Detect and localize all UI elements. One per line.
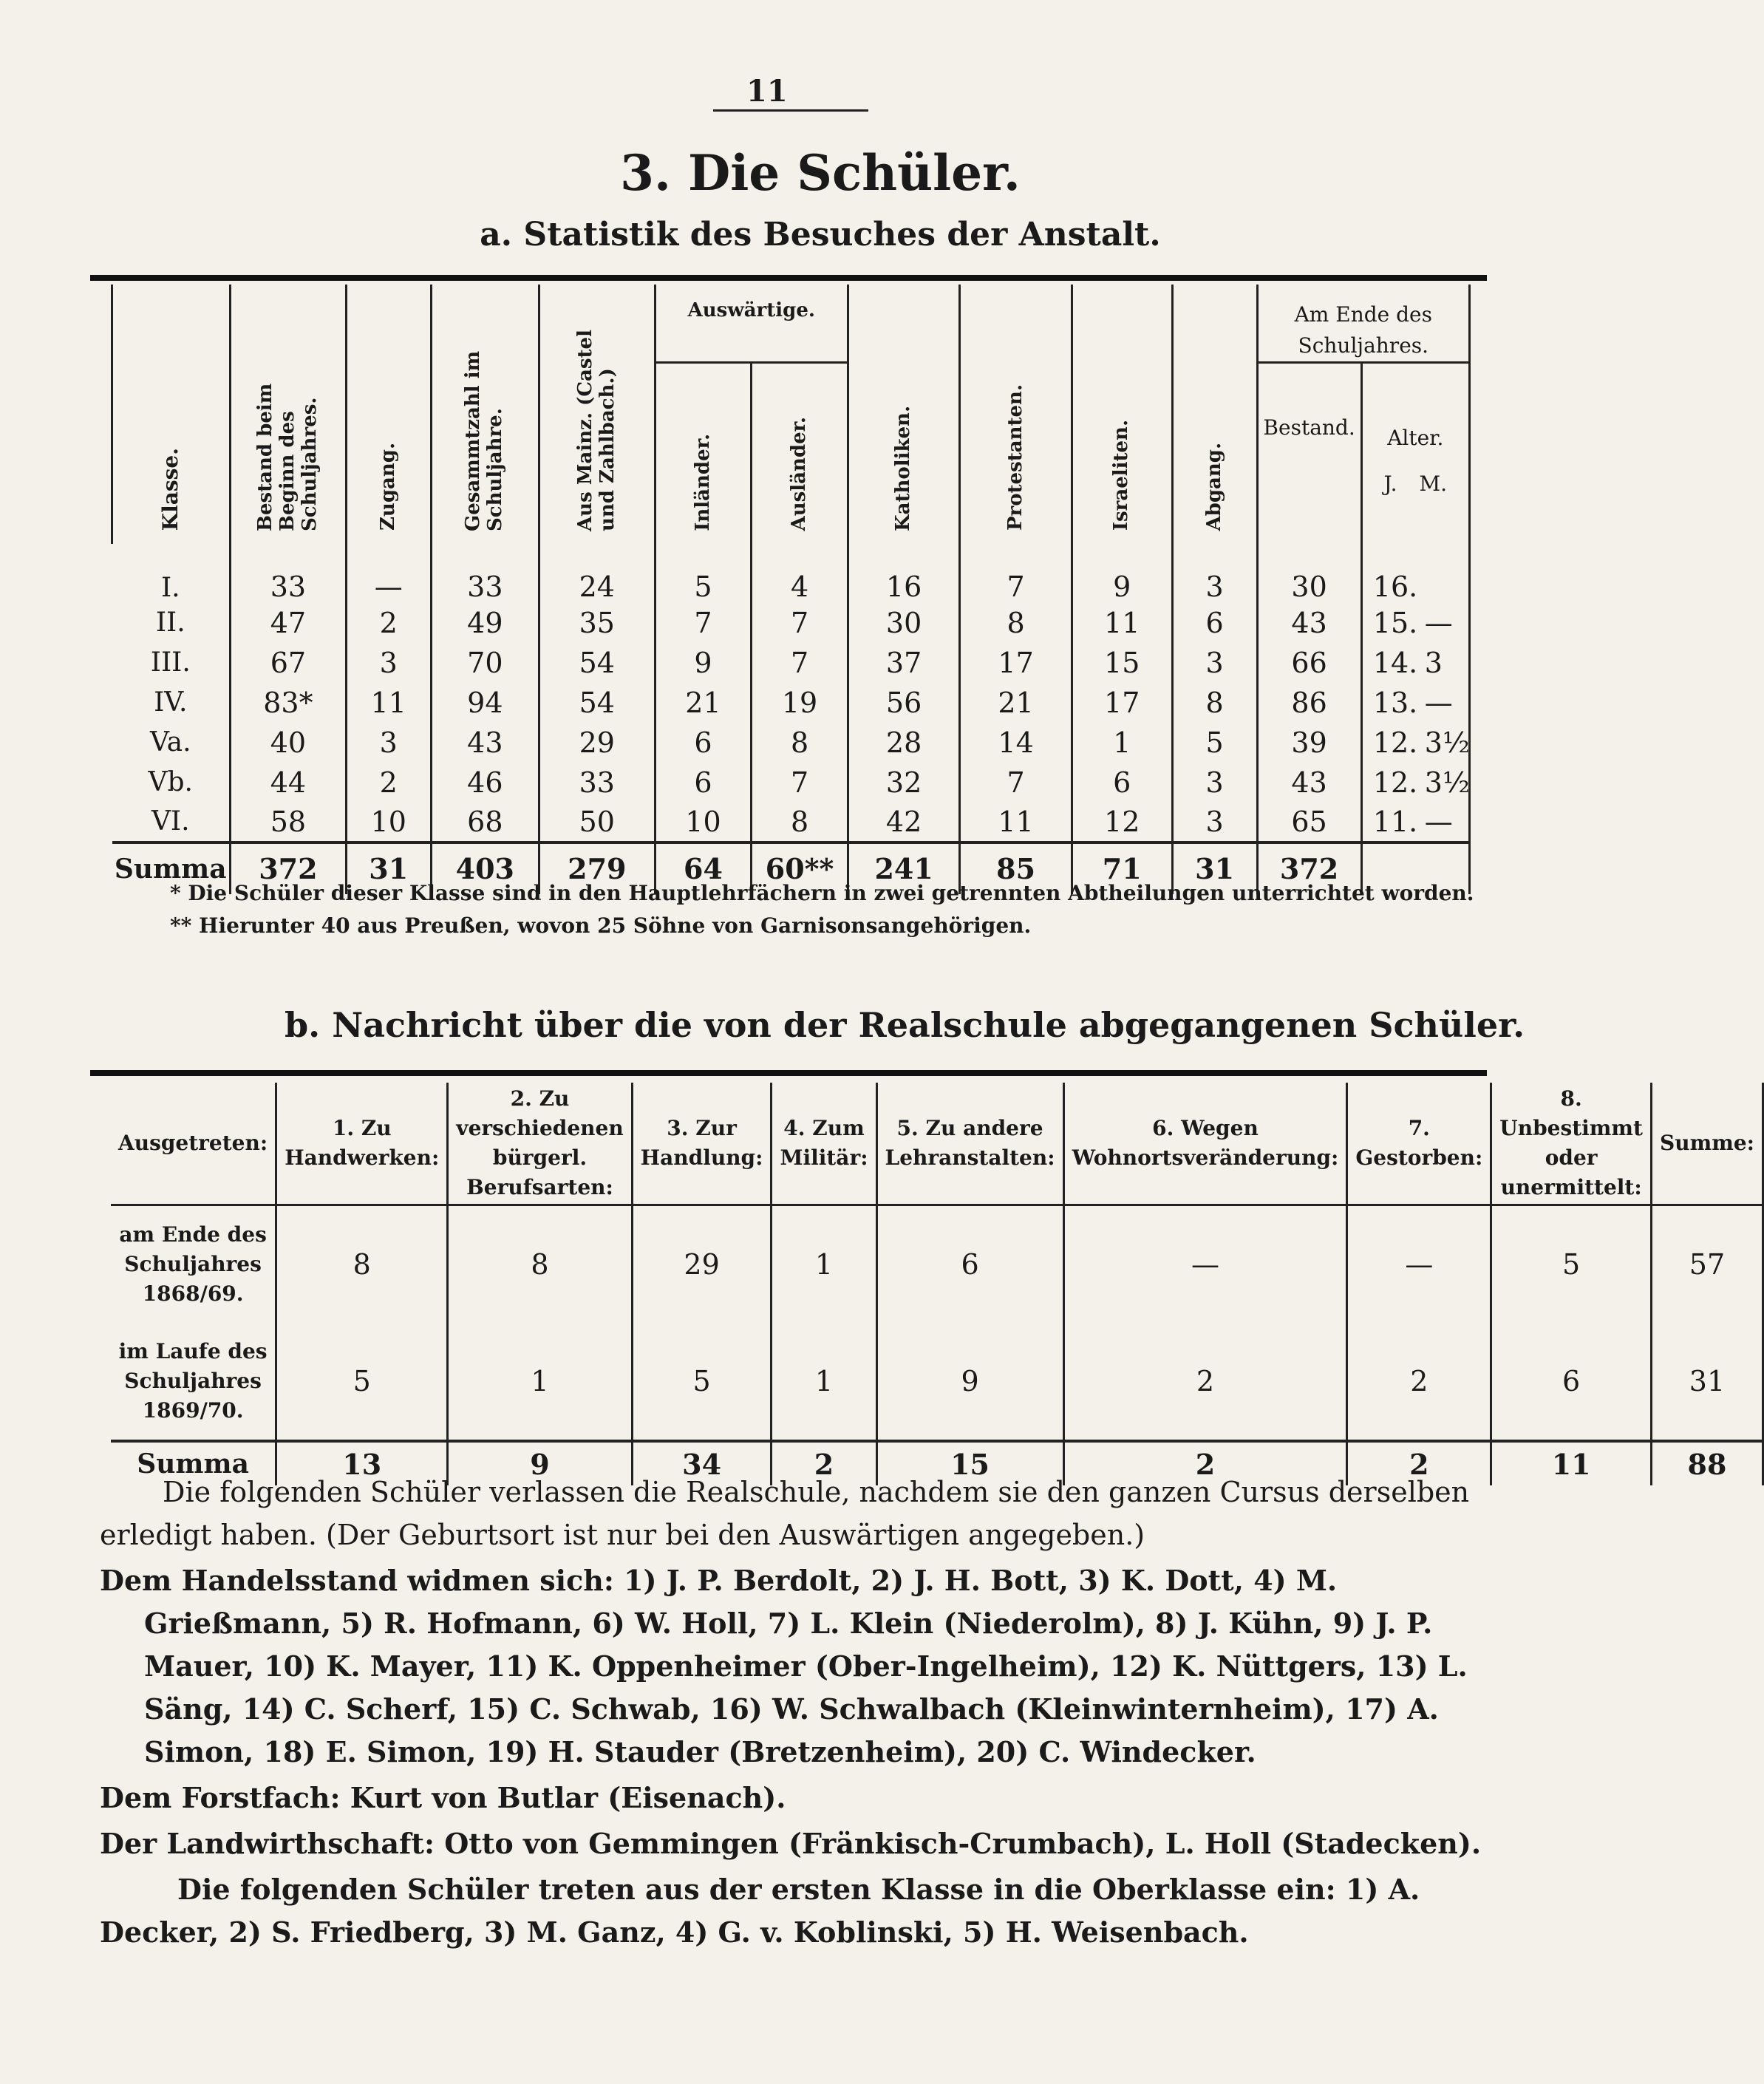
table-a-cell-inl: 6	[655, 763, 752, 803]
header-bestand: Bestand beim Beginn des Schuljahres.	[231, 285, 347, 544]
table-a-cell-gesammt: 46	[431, 763, 539, 803]
table-a-cell-bestand: 67	[231, 643, 347, 683]
table-a-cell-alter	[1361, 803, 1469, 842]
header-bestand-end: Bestand.	[1257, 363, 1361, 544]
summa-ausl: 60**	[752, 842, 848, 894]
table-a-cell-gesammt: 43	[431, 723, 539, 763]
table-a-cell-abg: 3	[1172, 803, 1257, 842]
table-a-cell-inl: 21	[655, 683, 752, 723]
table-a-row	[112, 643, 1470, 683]
table-a-cell-inl: 7	[655, 603, 752, 643]
paragraph-abgang: Die folgenden Schüler verlassen die Realschule, nachdem sie den ganzen Cursus derselben erledigt haben. (Der Geburtsort ist nur bei den Auswärtigen angegeben.)	[100, 1476, 1470, 1551]
table-a-cell-alter	[1361, 643, 1469, 683]
table-b-cell: 57	[1651, 1205, 1763, 1323]
summa-zugang: 31	[346, 842, 431, 894]
table-a-cell-best: 39	[1257, 723, 1361, 763]
table-a-cell-klasse: III.	[150, 647, 191, 678]
table-a-cell-klasse: Vb.	[148, 767, 194, 797]
table-a-cell-kath: 37	[848, 643, 959, 683]
table-b-cell: 13	[276, 1441, 448, 1485]
header-abgang: Abgang.	[1172, 285, 1257, 544]
table-a-cell-gesammt: 33	[431, 544, 539, 603]
table-a-cell-klasse: I.	[160, 572, 180, 603]
table-a-alter-jahre: 12.	[1372, 766, 1418, 799]
table-b-cell: 6	[1491, 1323, 1652, 1441]
table-b-cell: —	[1347, 1205, 1491, 1323]
table-a-cell-isr: 6	[1072, 763, 1172, 803]
table-a-cell-isr: 1	[1072, 723, 1172, 763]
table-b-row-label: im Laufe des Schuljahres 1869/70.	[118, 1339, 268, 1423]
table-a-cell-mainz: 54	[539, 643, 655, 683]
table-a-cell-klasse: II.	[155, 607, 185, 638]
footnote-1: * Die Schüler dieser Klasse sind in den Hauptlehrfächern in zwei getrennten Abtheilungen unterrichtet worden.	[170, 881, 1474, 905]
table-a-cell-best: 30	[1257, 544, 1361, 603]
table-a-cell-isr: 17	[1072, 683, 1172, 723]
table-a-cell-inl: 10	[655, 803, 752, 842]
table-a-alter-monate: 3	[1424, 646, 1443, 679]
header-gesammtzahl: Gesammtzahl im Schuljahre.	[431, 285, 539, 544]
table-a-alter-jahre: 16.	[1372, 570, 1418, 603]
section-title: 3. Die Schüler.	[620, 144, 1021, 202]
table-a-cell-bestand: 33	[231, 544, 347, 603]
table-a-alter-jahre: 14.	[1372, 646, 1418, 679]
table-a-cell-ausl: 19	[752, 683, 848, 723]
table-b-header-8: 8. Unbestimmt oder unermittelt:	[1491, 1083, 1652, 1205]
table-a-cell-prot: 7	[960, 763, 1072, 803]
table-a-row	[112, 544, 1470, 603]
table-a-cell-ausl: 7	[752, 643, 848, 683]
paragraph-forstfach: Dem Forstfach: Kurt von Butlar (Eisenach).	[100, 1781, 786, 1814]
table-a-alter-monate: —	[1424, 686, 1453, 719]
table-a-cell-abg: 3	[1172, 763, 1257, 803]
table-a-cell-prot: 11	[960, 803, 1072, 842]
table-a-cell-best: 43	[1257, 763, 1361, 803]
table-a-row	[112, 683, 1470, 723]
table-a-cell-bestand: 58	[231, 803, 347, 842]
table-b-header-3: 3. Zur Handlung:	[632, 1083, 772, 1205]
table-a-row	[112, 603, 1470, 643]
table-a-cell-mainz: 35	[539, 603, 655, 643]
header-am-ende: Am Ende des Schuljahres.	[1257, 285, 1469, 363]
table-b-cell: 5	[1491, 1205, 1652, 1323]
table-a-cell-bestand: 47	[231, 603, 347, 643]
table-b-cell: —	[1063, 1205, 1347, 1323]
table-b-row-label: Summa	[137, 1448, 249, 1479]
paragraph-handelsstand: Dem Handelsstand widmen sich: 1) J. P. Berdolt, 2) J. H. Bott, 3) K. Dott, 4) M. Grießmann, 5) R. Hofmann, 6) W. Holl, 7) L. Klein (Niederolm), 8) J. Kühn, 9) J. P. Mauer, 10) K. Mayer, 11) K. Oppenheimer (Ober-Ingelheim), 12) K. Nüttgers, 13) L. Säng, 14) C. Scherf, 15) C. Schwab, 16) W. Schwalbach (Kleinwinternheim), 17) A. Simon, 18) E. Simon, 19) H. Stauder (Bretzenheim), 20) C. Windecker.	[100, 1564, 1468, 1768]
table-b	[111, 1083, 1764, 1485]
table-a-cell-kath: 28	[848, 723, 959, 763]
table-a-cell-klasse: VI.	[151, 806, 190, 837]
prose-block	[100, 1471, 1504, 1954]
table-a-cell-zugang: 11	[346, 683, 431, 723]
table-a-cell-zugang: 2	[346, 603, 431, 643]
table-a-cell-zugang: 10	[346, 803, 431, 842]
summa-label: Summa	[114, 853, 227, 885]
table-a-cell-alter	[1361, 544, 1469, 603]
header-alter-label: Alter.	[1387, 426, 1444, 450]
table-b-header-4: 4. Zum Militär:	[772, 1083, 876, 1205]
table-a-alter-monate: —	[1424, 606, 1453, 639]
table-a-row	[112, 803, 1470, 842]
table-b-header-2: 2. Zu verschiedenen bürgerl. Berufsarten:	[448, 1083, 632, 1205]
table-b-header-7: 7. Gestorben:	[1347, 1083, 1491, 1205]
table-b-cell: 9	[876, 1323, 1063, 1441]
table-a-cell-bestand: 44	[231, 763, 347, 803]
table-b-header-6: 6. Wegen Wohnortsveränderung:	[1063, 1083, 1347, 1205]
summa-kath: 241	[848, 842, 959, 894]
summa-gesammt: 403	[431, 842, 539, 894]
table-a-cell-bestand: 40	[231, 723, 347, 763]
table-a-cell-ausl: 8	[752, 723, 848, 763]
header-monate: M.	[1419, 471, 1448, 496]
table-b-cell: 5	[276, 1323, 448, 1441]
table-a-cell-prot: 14	[960, 723, 1072, 763]
header-auswaertige: Auswärtige.	[655, 285, 848, 363]
table-b-cell: 15	[876, 1441, 1063, 1485]
table-a-cell-abg: 5	[1172, 723, 1257, 763]
paragraph-oberklasse: Die folgenden Schüler treten aus der ersten Klasse in die Oberklasse ein: 1) A. Decker, 2) S. Friedberg, 3) M. Ganz, 4) G. v. Koblinski, 5) H. Weisenbach.	[100, 1873, 1420, 1949]
header-auslaender: Ausländer.	[752, 363, 848, 544]
table-b-cell: 1	[772, 1323, 876, 1441]
header-katholiken: Katholiken.	[848, 285, 959, 544]
table-b-cell: 2	[1347, 1441, 1491, 1485]
table-b-header-5: 5. Zu andere Lehranstalten:	[876, 1083, 1063, 1205]
table-b-cell: 11	[1491, 1441, 1652, 1485]
summa-prot: 85	[960, 842, 1072, 894]
table-a-cell-gesammt: 68	[431, 803, 539, 842]
table-a-alter-monate: 3½	[1424, 726, 1470, 759]
table-a-cell-ausl: 7	[752, 763, 848, 803]
table-b-cell: 2	[1063, 1441, 1347, 1485]
table-b-cell: 2	[772, 1441, 876, 1485]
table-a-cell-isr: 11	[1072, 603, 1172, 643]
subsection-a-title: a. Statistik des Besuches der Anstalt.	[480, 216, 1161, 253]
table-a-cell-mainz: 50	[539, 803, 655, 842]
table-a-cell-abg: 3	[1172, 643, 1257, 683]
summa-inl: 64	[655, 842, 752, 894]
table-b-row	[111, 1205, 1763, 1323]
table-a-cell-alter	[1361, 603, 1469, 643]
summa-isr: 71	[1072, 842, 1172, 894]
table-a-alter-jahre: 11.	[1372, 805, 1418, 838]
table-a-cell-prot: 17	[960, 643, 1072, 683]
table-a-cell-zugang: 3	[346, 723, 431, 763]
table-b-header-0: Ausgetreten:	[118, 1130, 268, 1155]
table-a-cell-prot: 7	[960, 544, 1072, 603]
table-b-row	[111, 1323, 1763, 1441]
paragraph-landwirthschaft: Der Landwirthschaft: Otto von Gemmingen (Fränkisch-Crumbach), L. Holl (Stadecken).	[100, 1827, 1482, 1860]
table-b-cell: 31	[1651, 1323, 1763, 1441]
table-b-cell: 9	[448, 1441, 632, 1485]
table-a-cell-klasse: Va.	[149, 727, 191, 757]
table-a-alter-monate: 3½	[1424, 766, 1470, 799]
table-b-header-1: 1. Zu Handwerken:	[276, 1083, 448, 1205]
table-a-cell-bestand: 83*	[231, 683, 347, 723]
table-a-cell-mainz: 29	[539, 723, 655, 763]
table-a-cell-kath: 32	[848, 763, 959, 803]
table-a-cell-zugang: 2	[346, 763, 431, 803]
subsection-b-title: b. Nachricht über die von der Realschule abgegangenen Schüler.	[285, 1005, 1525, 1045]
table-a-cell-best: 43	[1257, 603, 1361, 643]
table-a-cell-isr: 9	[1072, 544, 1172, 603]
table-a-cell-ausl: 7	[752, 603, 848, 643]
summa-bestand: 372	[231, 842, 347, 894]
table-b-cell: 34	[632, 1441, 772, 1485]
table-a-cell-inl: 9	[655, 643, 752, 683]
summa-abg: 31	[1172, 842, 1257, 894]
table-a-cell-gesammt: 70	[431, 643, 539, 683]
table-b-cell: 6	[876, 1205, 1063, 1323]
table-a-cell-isr: 15	[1072, 643, 1172, 683]
page-number-rule	[713, 109, 868, 112]
table-b-row-label: am Ende des Schuljahres 1868/69.	[119, 1222, 267, 1306]
table-a-alter-monate: —	[1424, 805, 1453, 838]
table-b-cell: 29	[632, 1205, 772, 1323]
header-jahre: J.	[1383, 471, 1397, 496]
table-a-top-rule	[90, 275, 1487, 281]
table-a-cell-alter	[1361, 683, 1469, 723]
table-a-cell-prot: 8	[960, 603, 1072, 643]
table-a-cell-kath: 56	[848, 683, 959, 723]
table-b-cell: 5	[632, 1323, 772, 1441]
table-a-cell-zugang: 3	[346, 643, 431, 683]
table-a-cell-mainz: 54	[539, 683, 655, 723]
table-a-cell-isr: 12	[1072, 803, 1172, 842]
table-a-cell-gesammt: 94	[431, 683, 539, 723]
header-inlaender: Inländer.	[655, 363, 752, 544]
summa-mainz: 279	[539, 842, 655, 894]
table-a-cell-prot: 21	[960, 683, 1072, 723]
table-b-top-rule	[90, 1070, 1487, 1076]
table-b-cell: 2	[1347, 1323, 1491, 1441]
table-a-alter-jahre: 13.	[1372, 686, 1418, 719]
table-a-cell-alter	[1361, 763, 1469, 803]
table-b-header-row	[111, 1083, 1763, 1205]
table-a-cell-inl: 6	[655, 723, 752, 763]
header-protestanten: Protestanten.	[960, 285, 1072, 544]
table-b-cell: 88	[1651, 1441, 1763, 1485]
table-a-cell-ausl: 8	[752, 803, 848, 842]
table-a-cell-kath: 42	[848, 803, 959, 842]
table-b-cell: 1	[772, 1205, 876, 1323]
footnote-2: ** Hierunter 40 aus Preußen, wovon 25 Söhne von Garnisonsangehörigen.	[170, 913, 1032, 938]
table-a-cell-abg: 6	[1172, 603, 1257, 643]
table-a-alter-jahre: 15.	[1372, 606, 1418, 639]
header-aus-mainz: Aus Mainz. (Castel und Zahlbach.)	[539, 285, 655, 544]
table-a-cell-inl: 5	[655, 544, 752, 603]
table-b-cell: 2	[1063, 1323, 1347, 1441]
page-number: 11	[746, 74, 788, 109]
table-a-cell-kath: 16	[848, 544, 959, 603]
table-a-cell-alter	[1361, 723, 1469, 763]
table-a-row	[112, 763, 1470, 803]
table-a-cell-best: 65	[1257, 803, 1361, 842]
table-a	[111, 285, 1471, 894]
table-a-cell-best: 66	[1257, 643, 1361, 683]
table-a-cell-zugang: —	[346, 544, 431, 603]
table-b-cell: 8	[276, 1205, 448, 1323]
table-b-cell: 1	[448, 1323, 632, 1441]
table-b-header-9: Summe:	[1651, 1083, 1763, 1205]
header-alter	[1361, 363, 1469, 544]
table-a-cell-kath: 30	[848, 603, 959, 643]
header-israeliten: Israeliten.	[1072, 285, 1172, 544]
table-a-cell-gesammt: 49	[431, 603, 539, 643]
header-zugang: Zugang.	[346, 285, 431, 544]
table-a-row	[112, 723, 1470, 763]
table-a-cell-ausl: 4	[752, 544, 848, 603]
header-klasse: Klasse.	[112, 285, 231, 544]
table-a-cell-abg: 8	[1172, 683, 1257, 723]
table-b-cell: 8	[448, 1205, 632, 1323]
table-a-alter-jahre: 12.	[1372, 726, 1418, 759]
table-a-cell-abg: 3	[1172, 544, 1257, 603]
summa-best: 372	[1257, 842, 1361, 894]
table-a-cell-mainz: 24	[539, 544, 655, 603]
table-a-cell-best: 86	[1257, 683, 1361, 723]
table-a-cell-klasse: IV.	[154, 687, 188, 718]
table-a-cell-mainz: 33	[539, 763, 655, 803]
